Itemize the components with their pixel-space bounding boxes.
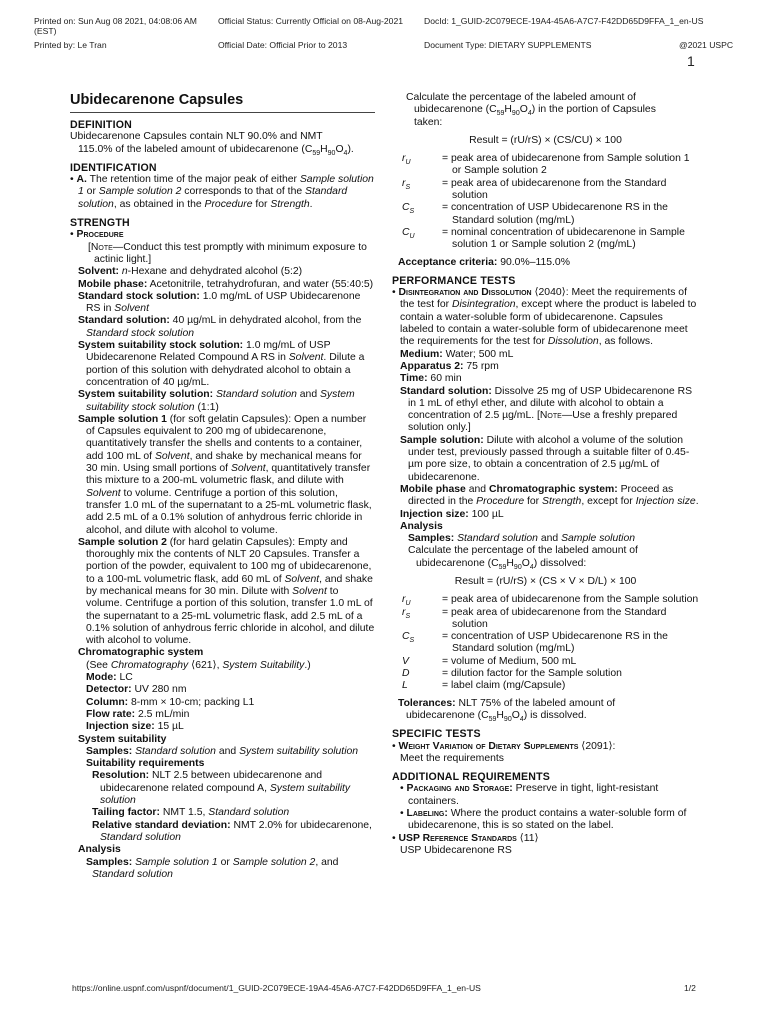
analysis-samples: Samples: Sample solution 1 or Sample solution 2, and Standard solution <box>86 856 339 880</box>
weight-variation-text: Meet the requirements <box>400 752 504 764</box>
dissolution-samples: Samples: Standard solution and Sample solution <box>408 533 636 545</box>
definition-symbol: D <box>402 668 410 680</box>
page-number: 1 <box>687 53 695 69</box>
dissolution-standard-solution: Standard solution: Dissolve 25 mg of USP Ubidecarenone RS in 1 mL of ethyl ether, and dilute with alcohol to obtain a concentration of 2.5 µg/mL. [Note—Use a freshly prepared solution only.] <box>400 385 693 434</box>
system-suitability-solution: System suitability solution: Standard solution and System suitability stock solution (1:1) <box>78 389 355 413</box>
specific-tests-heading: SPECIFIC TESTS <box>392 728 481 741</box>
tolerances: Tolerances: NLT 75% of the labeled amount of ubidecarenone $(C_{59}H_{90}O_4)$ is dissolved. <box>398 697 616 724</box>
definition-text: = peak area of ubidecarenone from the Sample solution <box>442 594 699 606</box>
definition-row <box>392 680 699 692</box>
detector: Detector: UV 280 nm <box>86 684 187 696</box>
footer-url[interactable]: https://online.uspnf.com/uspnf/document/1_GUID-2C079ECE-19A4-45A6-A7C7-F42DD65D9FFA_1_en-US <box>72 983 481 993</box>
usp-reference-standards: • USP Reference Standards ⟨11⟩ <box>392 832 539 844</box>
suitability-requirements-label: Suitability requirements <box>86 758 205 770</box>
dissolution-injection-size: Injection size: 100 µL <box>400 508 504 520</box>
system-suitability-stock-solution: System suitability stock solution: 1.0 mg/mL of USP Ubidecarenone Related Compound A RS in Solvent. Dilute a portion of this solution with dehydrated alcohol to obtain a concentration of 40 µg/mL. <box>78 340 365 388</box>
procedure-label: • Procedure <box>70 229 124 241</box>
definition-row <box>392 227 699 252</box>
time: Time: 60 min <box>400 373 462 385</box>
mobile-phase: Mobile phase: Acetonitrile, tetrahydrofuran, and water (55:40:5) <box>78 278 374 290</box>
definition-row <box>392 178 699 203</box>
definition-text: = concentration of USP Ubidecarenone RS in the Standard solution (mg/mL) <box>442 202 668 226</box>
formula-2: Result = (rU/rS) × (CS × V × D/L) × 100 <box>454 575 637 587</box>
definition-symbol: $r_U$ <box>402 153 411 167</box>
acceptance-criteria: Acceptance criteria: 90.0%–115.0% <box>398 256 570 268</box>
labeling: • Labeling: Where the product contains a water-soluble form of ubidecarenone, this is so stated on the label. <box>400 808 687 832</box>
definition-symbol: $r_U$ <box>402 594 411 608</box>
calc-instruction-2: Calculate the percentage of the labeled amount of ubidecarenone $(C_{59}H_{90}O_4)$ dissolved: <box>408 545 638 571</box>
definition-symbol: $r_S$ <box>402 177 411 191</box>
definition-row <box>392 631 699 656</box>
mode: Mode: LC <box>86 672 133 684</box>
dissolution-sample-solution: Sample solution: Dilute with alcohol a volume of the solution under test, previously passed through a suitable filter of 0.45-µm pore size, to obtain a concentration of 2.5 µg/mL of ubidecarenone. <box>400 434 690 483</box>
definition-row <box>392 202 699 227</box>
definition-symbol: L <box>402 680 408 692</box>
system-suitability-label: System suitability <box>78 733 167 745</box>
performance-tests-heading: PERFORMANCE TESTS <box>392 274 516 287</box>
definition-symbol: $r_S$ <box>402 606 411 620</box>
definition-row <box>392 607 699 632</box>
definition-row <box>392 594 699 606</box>
strength-heading: STRENGTH <box>70 217 130 230</box>
medium: Medium: Water; 500 mL <box>400 348 514 360</box>
tailing-factor: Tailing factor: NMT 1.5, Standard solution <box>92 807 290 819</box>
right-column <box>392 92 699 857</box>
printed-on-tz: (EST) <box>34 26 57 36</box>
identification-a: • A. The retention time of the major peak of either Sample solution 1 or Sample solution 2 corresponds to that of the Standard solution, as obtained in the Procedure for Strength. <box>70 174 374 210</box>
printed-on: Printed on: Sun Aug 08 2021, 04:08:06 AM <box>34 16 197 26</box>
standard-stock-solution: Standard stock solution: 1.0 mg/mL of USP Ubidecarenone RS in Solvent <box>78 290 361 315</box>
chromatography-see: (See Chromatography ⟨621⟩, System Suitability.) <box>86 659 311 671</box>
doc-type: Document Type: DIETARY SUPPLEMENTS <box>424 40 592 50</box>
definition-text: = label claim (mg/Capsule) <box>442 680 566 692</box>
identification-heading: IDENTIFICATION <box>70 161 157 174</box>
apparatus-2: Apparatus 2: 75 rpm <box>400 360 499 372</box>
document-title: Ubidecarenone Capsules <box>70 92 244 108</box>
injection-size: Injection size: 15 µL <box>86 721 184 733</box>
sample-solution-2: Sample solution 2 (for hard gelatin Capsules): Empty and thoroughly mix the contents of NLT 20 Capsules. Transfer a portion of the powder, equivalent to 100 mg of ubidecarenone, to a 100-mL volumetric flask, add 60 mL of Solvent, and shake by mechanical means for 30 min. Dilute with Solvent to volume. Centrifuge a portion of this solution, transfer 1.0 mL of the supernatant to a 25-mL volumetric flask, add 2.5 mL of a 0.1% solution of anhydrous ferric chloride in alcohol, and dilute with alcohol to volume. <box>78 536 375 647</box>
chromatographic-system-label: Chromatographic system <box>78 647 204 659</box>
additional-requirements-heading: ADDITIONAL REQUIREMENTS <box>392 771 551 784</box>
definition-row <box>392 656 699 668</box>
formula-1: Result = (rU/rS) × (CS/CU) × 100 <box>469 134 622 146</box>
analysis-label: Analysis <box>78 844 121 856</box>
definitions-list-2 <box>392 594 699 692</box>
definition-heading: DEFINITION <box>70 119 133 131</box>
calc-instruction-1: Calculate the percentage of the labeled amount of ubidecarenone $(C_{59}H_{90}O_4)$ in the portion of Capsules taken: <box>406 92 656 128</box>
dissolution-mobile-phase: Mobile phase and Chromatographic system: Proceed as directed in the Procedure for Strength, except for Injection size. <box>400 483 699 508</box>
disintegration-dissolution: • Disintegration and Dissolution ⟨2040⟩: Meet the requirements of the test for Disintegration, except where the product is labeled to contain a water-soluble form of ubidecarenone. Capsules labeled to contain a water-soluble form of ubidecarenone meet the requirements for the test for Dissolution, as follows. <box>392 287 697 348</box>
column: Column: 8-mm × 10-cm; packing L1 <box>86 696 255 708</box>
definition-text: = peak area of ubidecarenone from the Standard solution <box>442 606 667 630</box>
resolution: Resolution: NLT 2.5 between ubidecarenone and ubidecarenone related compound A, System suitability solution <box>92 770 351 807</box>
definition-text: = peak area of ubidecarenone from Sample solution 1 or Sample solution 2 <box>442 153 690 177</box>
doc-id: DocId: 1_GUID-2C079ECE-19A4-45A6-A7C7-F42DD65D9FFA_1_en-US <box>424 16 704 26</box>
definition-text: = volume of Medium, 500 mL <box>442 655 577 667</box>
definition-symbol: $C_S$ <box>402 631 415 645</box>
definition-row <box>392 153 699 178</box>
sample-solution-1: Sample solution 1 (for soft gelatin Capsules): Open a number of Capsules equivalent to 200 mg of ubidecarenone, quantitatively transfer the shells and contents to a container, add 100 mL of Solvent, and shake by mechanical means for 30 min. Using small portions of Solvent, quantitatively transfer this mixture to a 200-mL volumetric flask, and dilute with Solvent to volume. Centrifuge a portion of this solution, transfer 1.0 mL of the supernatant to a 25-mL volumetric flask, add 2.5 mL of a 0.1% solution of anhydrous ferric chloride in alcohol, and dilute with alcohol to volume. <box>78 413 372 536</box>
title-rule <box>70 112 375 113</box>
definition-text: Ubidecarenone Capsules contain NLT 90.0% and NMT 115.0% of the labeled amount of ubidecarenone $(C_{59}H_{90}O_4)$. <box>70 131 354 157</box>
official-status: Official Status: Currently Official on 08-Aug-2021 <box>218 16 404 26</box>
dissolution-analysis-label: Analysis <box>400 520 443 532</box>
definition-text: = peak area of ubidecarenone from the Standard solution <box>442 177 667 202</box>
definitions-list-1 <box>392 153 699 251</box>
printed-by: Printed by: Le Tran <box>34 40 107 50</box>
system-suitability-samples: Samples: Standard solution and System suitability solution <box>86 745 359 757</box>
packaging-storage: • Packaging and Storage: Preserve in tight, light-resistant containers. <box>400 783 659 807</box>
left-column <box>70 92 375 881</box>
procedure-note: [Note—Conduct this test promptly with minimum exposure to actinic light.] <box>88 241 367 265</box>
definition-text: = nominal concentration of ubidecarenone in Sample solution 1 or Sample solution 2 (mg/mL) <box>442 226 685 251</box>
usp-reference-standards-text: USP Ubidecarenone RS <box>400 844 512 856</box>
relative-standard-deviation: Relative standard deviation: NMT 2.0% for ubidecarenone, Standard solution <box>92 819 372 843</box>
definition-text: = concentration of USP Ubidecarenone RS in the Standard solution (mg/mL) <box>442 631 668 655</box>
definition-row <box>392 668 699 680</box>
definition-symbol: $C_S$ <box>402 202 415 216</box>
footer-page: 1/2 <box>684 983 696 993</box>
solvent: Solvent: n-Hexane and dehydrated alcohol (5:2) <box>78 266 303 278</box>
official-date: Official Date: Official Prior to 2013 <box>218 40 348 50</box>
definition-symbol: $C_U$ <box>402 226 415 241</box>
copyright: @2021 USPC <box>679 40 734 50</box>
definition-text: = dilution factor for the Sample solution <box>442 668 622 680</box>
weight-variation: • Weight Variation of Dietary Supplements ⟨2091⟩: <box>392 740 616 752</box>
definition-symbol: V <box>402 655 409 667</box>
flow-rate: Flow rate: 2.5 mL/min <box>86 708 190 720</box>
standard-solution: Standard solution: 40 µg/mL in dehydrated alcohol, from the Standard stock solution <box>78 315 362 339</box>
